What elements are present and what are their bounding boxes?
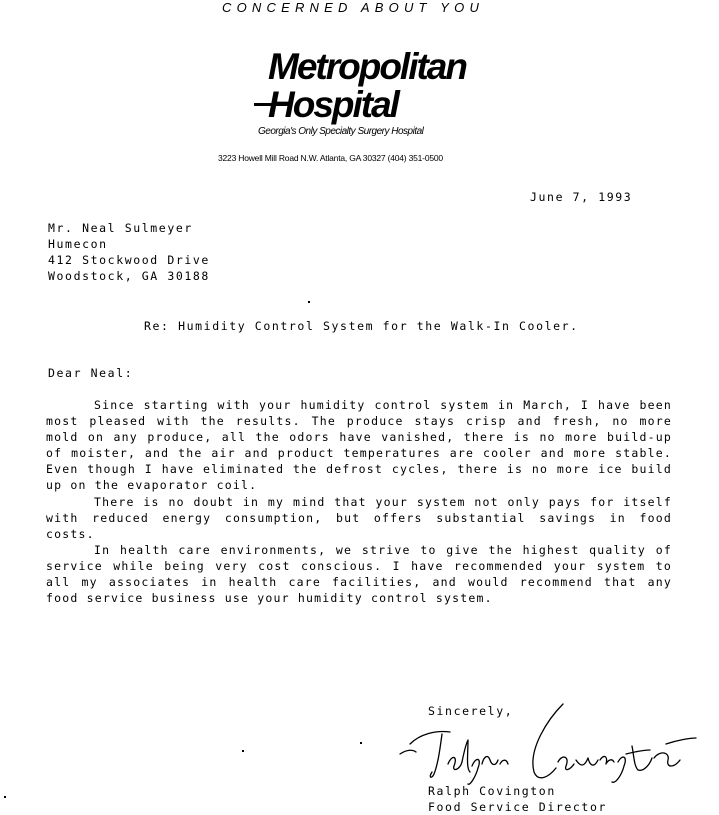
letter-body bbox=[46, 397, 672, 606]
handwritten-signature bbox=[398, 694, 698, 789]
stray-mark bbox=[308, 301, 310, 303]
salutation: Dear Neal: bbox=[48, 366, 134, 380]
recipient-name: Mr. Neal Sulmeyer bbox=[48, 221, 193, 235]
recipient-company: Humecon bbox=[48, 237, 108, 251]
recipient-street: 412 Stockwood Drive bbox=[48, 253, 210, 267]
letterhead-address: 3223 Howell Mill Road N.W. Atlanta, GA 30327 (404) 351-0500 bbox=[218, 153, 443, 163]
recipient-city: Woodstock, GA 30188 bbox=[48, 269, 210, 283]
recipient-address bbox=[48, 220, 210, 284]
body-paragraph: There is no doubt in my mind that your system not only pays for itself with reduced energy consumption, but offers substantial savings in food costs. bbox=[46, 494, 672, 541]
hospital-logo-line2: Hospital bbox=[268, 84, 398, 125]
logo-subtitle: Georgia's Only Specialty Surgery Hospital bbox=[258, 126, 424, 137]
letterhead-tagline: CONCERNED ABOUT YOU bbox=[222, 0, 485, 15]
signer-title: Food Service Director bbox=[428, 800, 607, 814]
hospital-logo-line1: Metropolitan bbox=[268, 46, 466, 87]
closing: Sincerely, bbox=[428, 704, 514, 718]
stray-mark bbox=[4, 796, 6, 798]
body-paragraph: Since starting with your humidity control system in March, I have been most pleased with the results. The produce stays crisp and fresh, no more mold on any produce, all the odors have vanished, there is no more build-up of moister, and the air and product temperatures are cooler and more stable. Even though I have eliminated the defrost cycles, there is no more ice build up on the evaporator coil. bbox=[46, 398, 672, 493]
body-paragraph: In health care environments, we strive to give the highest quality of service while being very cost conscious. I have recommended your system to all my associates in health care facilities, and would recommend that any food service business use your humidity control system. bbox=[46, 542, 672, 606]
subject-line: Re: Humidity Control System for the Walk-In Cooler. bbox=[144, 319, 579, 333]
stray-mark bbox=[360, 742, 362, 744]
letter-date: June 7, 1993 bbox=[530, 190, 633, 204]
stray-mark bbox=[242, 750, 244, 752]
signer-name: Ralph Covington bbox=[428, 784, 556, 798]
